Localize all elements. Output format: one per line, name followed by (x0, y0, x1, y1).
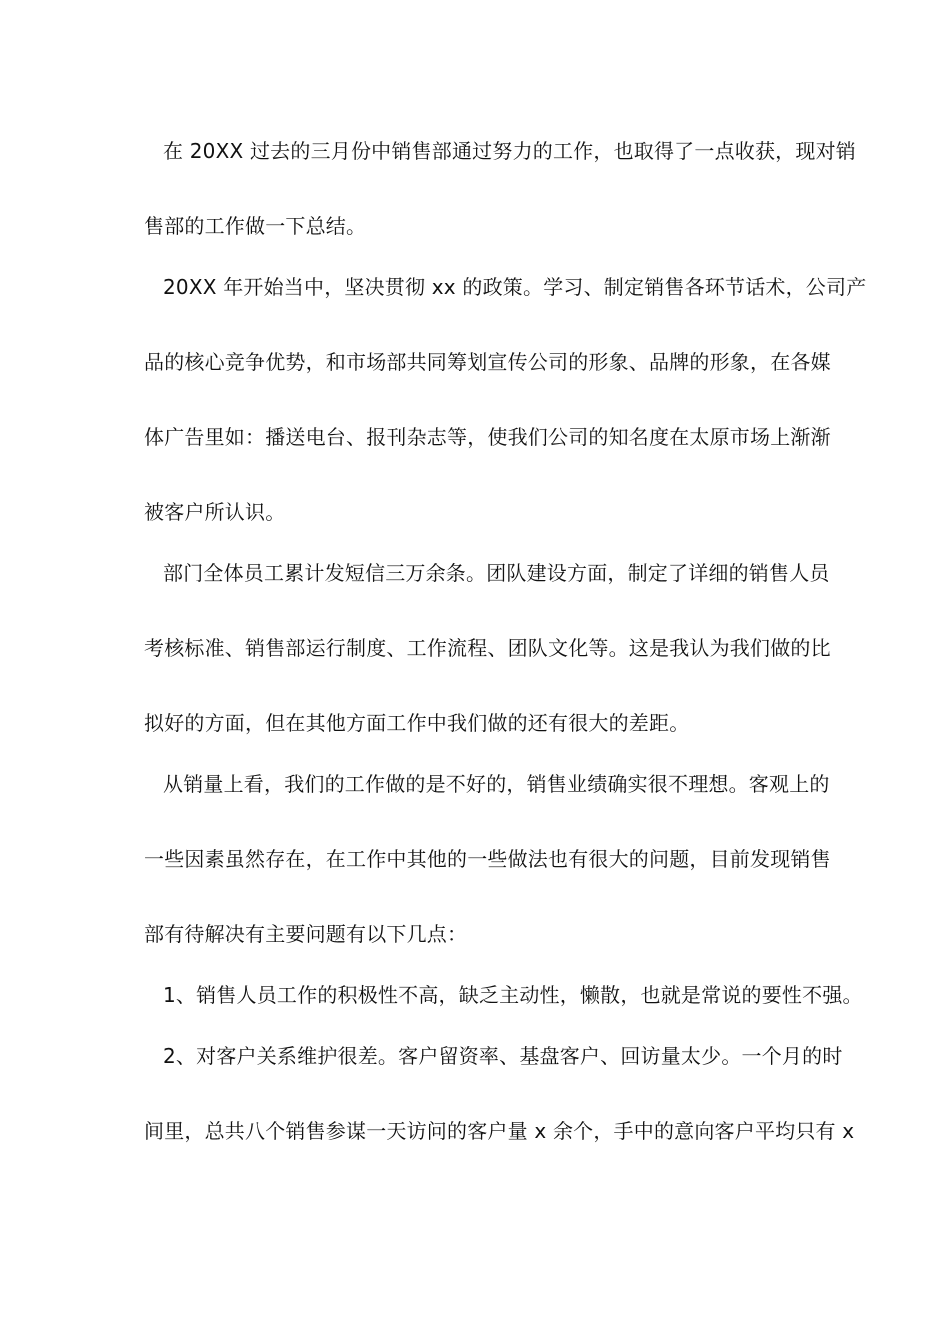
paragraph-4-line-3: 部有待解决有主要问题有以下几点： (144, 922, 468, 946)
paragraph-2-line-4: 被客户所认识。 (144, 500, 286, 524)
paragraph-2-line-2: 品的核心竞争优势，和市场部共同筹划宣传公司的形象、品牌的形象，在各媒 (144, 350, 831, 374)
paragraph-4-line-2: 一些因素虽然存在，在工作中其他的一些做法也有很大的问题，目前发现销售 (144, 847, 831, 871)
paragraph-2-line-1: 20XX 年开始当中，坚决贯彻 xx 的政策。学习、制定销售各环节话术，公司产 (163, 275, 867, 299)
paragraph-3-line-3: 拟好的方面，但在其他方面工作中我们做的还有很大的差距。 (144, 711, 690, 735)
list-item-2-line-1: 2、对客户关系维护很差。客户留资率、基盘客户、回访量太少。一个月的时 (163, 1044, 843, 1068)
list-item-1: 1、销售人员工作的积极性不高，缺乏主动性，懒散，也就是常说的要性不强。 (163, 983, 863, 1007)
paragraph-2-line-3: 体广告里如：播送电台、报刊杂志等，使我们公司的知名度在太原市场上渐渐 (144, 425, 831, 449)
paragraph-3-line-2: 考核标准、销售部运行制度、工作流程、团队文化等。这是我认为我们做的比 (144, 636, 831, 660)
paragraph-1-line-1: 在 20XX 过去的三月份中销售部通过努力的工作，也取得了一点收获，现对销 (163, 139, 856, 163)
paragraph-4-line-1: 从销量上看，我们的工作做的是不好的，销售业绩确实很不理想。客观上的 (163, 772, 830, 796)
paragraph-3-line-1: 部门全体员工累计发短信三万余条。团队建设方面，制定了详细的销售人员 (163, 561, 830, 585)
paragraph-1-line-2: 售部的工作做一下总结。 (144, 214, 367, 238)
list-item-2-line-2: 间里，总共八个销售参谋一天访问的客户量 x 余个，手中的意向客户平均只有 x (144, 1119, 855, 1143)
